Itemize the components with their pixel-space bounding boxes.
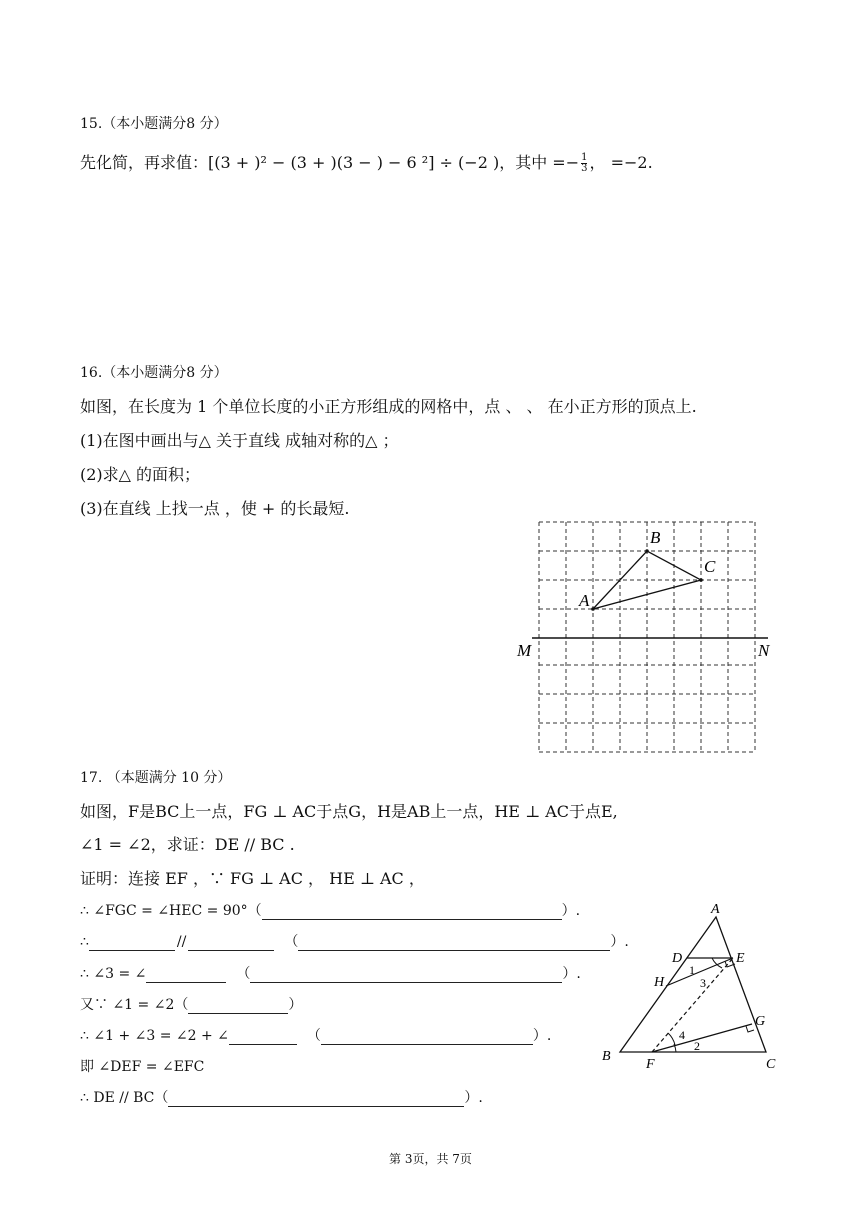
proof-step-1	[80, 900, 580, 920]
step3-blank[interactable]	[146, 966, 226, 983]
right-angle-g	[746, 1026, 754, 1032]
step1-blank[interactable]	[262, 903, 562, 920]
step5-blank[interactable]	[229, 1028, 297, 1045]
q16-part3: (3)在直线 上找一点 ，使 + 的长最短.	[80, 499, 350, 518]
q16-part1: (1)在图中画出与△ 关于直线 成轴对称的△ ；	[80, 431, 399, 450]
point-a	[591, 607, 595, 611]
label-h: H	[654, 975, 665, 990]
proof-step-7	[80, 1087, 483, 1107]
q15-heading: 15.（本小题满分8 分）	[80, 116, 228, 132]
label-f: F	[646, 1057, 655, 1072]
q15-fraction	[581, 153, 587, 174]
q17-line2: ∠1 = ∠2，求证：DE // BC .	[80, 835, 295, 854]
q15-frac-den: 3	[581, 163, 588, 174]
step1-text: ∴ ∠FGC = ∠HEC = 90°（	[80, 903, 262, 919]
angle-label-2: 2	[694, 1039, 700, 1053]
angle-label-4: 4	[679, 1028, 685, 1042]
step4-reason-blank[interactable]	[188, 997, 288, 1014]
step3-paren: （	[236, 966, 251, 982]
label-c: C	[766, 1057, 776, 1072]
point-b	[645, 549, 649, 553]
angle-label-3: 3	[700, 976, 706, 990]
grid-lines	[539, 522, 755, 752]
step2-blank-left[interactable]	[89, 934, 175, 951]
q15-frac-num: 1	[581, 152, 588, 163]
q16-line1: 如图，在长度为 1 个单位长度的小正方形组成的网格中，点 、 、 在小正方形的顶点上.	[80, 397, 697, 416]
label-d: D	[672, 951, 683, 966]
step5-text: ∴ ∠1 + ∠3 = ∠2 + ∠	[80, 1028, 229, 1044]
label-n: N	[758, 641, 770, 660]
label-a: A	[711, 902, 720, 917]
angle-arc-4	[668, 1033, 675, 1045]
proof-step-6: 即 ∠DEF = ∠EFC	[80, 1059, 205, 1075]
proof-step-2	[80, 931, 629, 951]
step5-paren: （	[306, 1028, 321, 1044]
label-b: B	[650, 528, 661, 547]
q16-heading: 16.（本小题满分8 分）	[80, 365, 228, 381]
step2-paren: （	[284, 934, 299, 950]
proof-step-3	[80, 963, 581, 983]
step3-reason-blank[interactable]	[250, 966, 562, 983]
step2-blank-right[interactable]	[188, 934, 274, 951]
step4-text: 又∵ ∠1 = ∠2（	[80, 997, 189, 1013]
label-g: G	[755, 1014, 766, 1029]
step2-parallel: //	[176, 934, 187, 950]
angle-label-1: 1	[689, 963, 695, 977]
step5-reason-blank[interactable]	[321, 1028, 533, 1045]
q16-part2: (2)求△ 的面积；	[80, 465, 201, 484]
q15-problem-tail: ， =−2.	[589, 153, 653, 172]
label-e: E	[736, 951, 745, 966]
point-c	[699, 578, 703, 582]
q15-problem	[80, 150, 653, 174]
triangle-abc-outline	[620, 917, 766, 1052]
step7-text: ∴ DE // BC（	[80, 1090, 169, 1106]
page-footer: 第 3页，共 7页	[389, 1152, 472, 1166]
step7-end: ）.	[464, 1090, 483, 1106]
step7-reason-blank[interactable]	[168, 1090, 464, 1107]
label-a: A	[579, 591, 590, 610]
segment-fg	[652, 1024, 752, 1052]
step3-end: ）.	[562, 966, 581, 982]
step2-end: ）.	[610, 934, 629, 950]
q17-triangle-figure	[598, 900, 788, 1075]
step2-reason-blank[interactable]	[298, 934, 610, 951]
q17-proof-intro: 证明：连接 EF ，∵ FG ⊥ AC ， HE ⊥ AC ，	[80, 869, 425, 888]
q15-problem-text: 先化简，再求值：[(3 + )² − (3 + )(3 − ) − 6 ²] ÷ (−2 )，其中 =−	[80, 153, 580, 172]
label-c: C	[704, 557, 716, 576]
step5-end: ）.	[532, 1028, 552, 1044]
proof-step-5	[80, 1025, 551, 1045]
q16-grid-figure	[510, 515, 780, 760]
q17-heading: 17. （本题满分 10 分）	[80, 770, 232, 786]
step3-text: ∴ ∠3 = ∠	[80, 966, 147, 982]
q17-line1: 如图，F是BC上一点，FG ⊥ AC于点G，H是AB上一点，HE ⊥ AC于点E,	[80, 802, 618, 821]
step4-end: ）	[288, 997, 303, 1013]
label-m: M	[517, 641, 532, 660]
step1-end: ）.	[561, 903, 581, 919]
step2-text: ∴	[80, 934, 89, 950]
proof-step-4	[80, 994, 302, 1014]
label-b: B	[602, 1049, 611, 1064]
